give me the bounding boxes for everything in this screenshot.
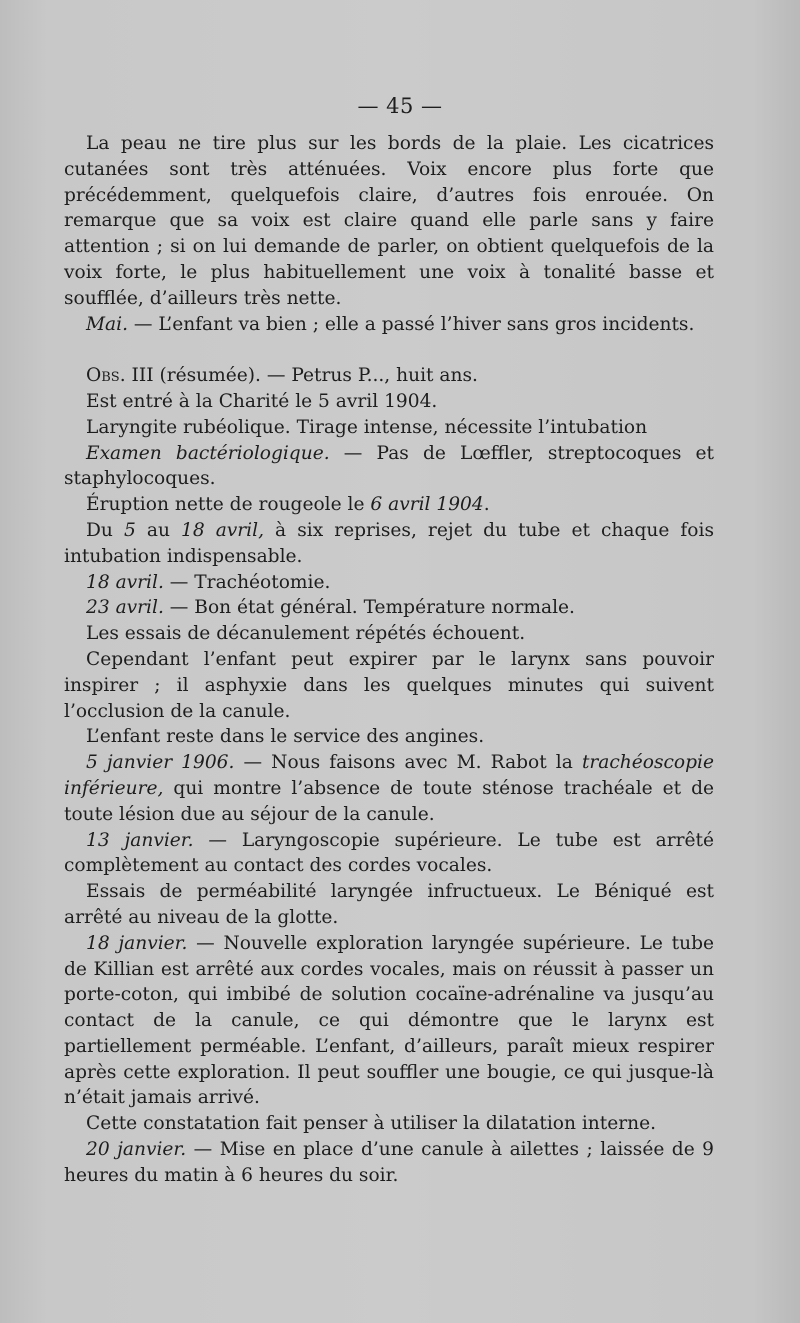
paragraph-text: Cette constatation fait penser à utiliser la dilatation interne. (86, 1113, 657, 1135)
section-gap (64, 337, 714, 363)
paragraph-text: Essais de perméabilité laryngée infructueux. Le Béniqué est arrêté au niveau de la glotte. (64, 881, 714, 928)
paragraph-cannula (64, 1137, 714, 1189)
paragraph-general-state (64, 595, 714, 621)
date-label: 23 avril. (86, 597, 164, 619)
paragraph-text: à six reprises, rejet du tube et chaque fois intubation indispensable. (64, 519, 714, 567)
date-label: 18 avril. (86, 571, 164, 593)
paragraph-text: Laryngite rubéolique. Tirage intense, nécessite l’intubation (86, 416, 648, 438)
paragraph-text: — Bon état général. Température normale. (163, 597, 575, 619)
paragraph-text: — Laryngoscopie supérieure. Le tube est arrêté complètement au contact des cordes vocales. (64, 829, 714, 877)
paragraph-text: Est entré à la Charité le 5 avril 1904. (86, 390, 438, 412)
paragraph-text: — Pas de Lœffler, streptocoques et staphylocoques. (64, 442, 714, 490)
date-label: 5 (123, 519, 136, 541)
paragraph-text: Les essais de décanulement répétés échouent. (86, 623, 526, 645)
paragraph-text: — Trachéotomie. (163, 571, 331, 593)
paragraph-decannulation (64, 621, 714, 647)
paragraph-text: — Nouvelle exploration laryngée supérieure. Le tube de Killian est arrêté aux cordes vocales, mais on réussit à passer un porte-coton, qui imbibé de solution cocaïne-adrénaline va jusqu’au contact de la canule, ce qui démontre que le larynx est partiellement perméable. L’enfant, d’ailleurs, paraît mieux respirer après cette exploration. Il peut souffler une bougie, ce qui jusque-là n’était jamais arrivé. (64, 932, 715, 1109)
paragraph-diagnosis (64, 415, 714, 441)
paragraph-exploration (64, 931, 714, 1112)
paragraph-dilatation (64, 1111, 714, 1137)
paragraph-text: — L’enfant va bien ; elle a passé l’hiver sans gros incidents. (127, 313, 695, 335)
date-label: 5 janvier 1906. (86, 752, 235, 774)
date-label: 13 janvier. (86, 829, 194, 851)
paragraph-text: Éruption nette de rougeole le (86, 494, 371, 516)
date-label: 6 avril 1904 (370, 494, 484, 516)
body-text (64, 131, 714, 1189)
exam-label: Examen bactériologique. (86, 442, 330, 464)
paragraph-intubation (64, 518, 714, 570)
date-label: 20 janvier. (86, 1139, 187, 1161)
paragraph-text: L’enfant reste dans le service des angines. (86, 726, 485, 748)
paragraph-tracheotomy (64, 570, 714, 596)
paragraph-mai (64, 312, 714, 338)
paragraph-text: au (135, 519, 181, 541)
paragraph-bacteriology (64, 441, 714, 493)
term-label: trachéoscopie inférieure, (64, 752, 714, 799)
paragraph-text: Du (86, 519, 124, 541)
paragraph-text: (résumée). — Petrus P..., huit ans. (153, 365, 478, 387)
paragraph-text: . (483, 494, 490, 516)
date-label: Mai. (86, 313, 128, 335)
observation-label: Obs. III (86, 365, 154, 387)
paragraph-permeability (64, 879, 714, 931)
paragraph-tracheoscopy (64, 750, 714, 827)
paragraph-eruption (64, 492, 714, 518)
date-label: 18 avril, (180, 519, 264, 541)
paragraph-text: Cependant l’enfant peut expirer par le larynx sans pouvoir inspirer ; il asphyxie dans les quelques minutes qui suivent l’occlusion de la canule. (64, 648, 714, 722)
date-label: 18 janvier. (86, 932, 188, 954)
paragraph-service (64, 724, 714, 750)
paragraph-laryngoscopy (64, 828, 714, 880)
paragraph-text: qui montre l’absence de toute sténose trachéale et de toute lésion due au séjour de la canule. (64, 777, 714, 825)
paragraph-admission (64, 389, 714, 415)
paragraph-text: — Nous faisons avec M. Rabot la (234, 752, 582, 774)
paragraph-voice-status (64, 131, 714, 312)
paragraph-text: La peau ne tire plus sur les bords de la plaie. Les cicatrices cutanées sont très atténuées. Voix encore plus forte que précédemment, quelquefois claire, d’autres fois enrouée. On remarque que sa voix est claire quand elle parle sans y faire attention ; si on lui demande de parler, on obtient quelquefois de la voix forte, le plus habituellement une voix à tonalité basse et soufflée, d’ailleurs très nette. (64, 133, 714, 309)
paragraph-text: — Mise en place d’une canule à ailettes ; laissée de 9 heures du matin à 6 heures du soir. (64, 1139, 714, 1186)
page-number: — 45 — (357, 94, 443, 118)
paragraph-expiration (64, 647, 714, 724)
observation-heading (64, 363, 714, 389)
